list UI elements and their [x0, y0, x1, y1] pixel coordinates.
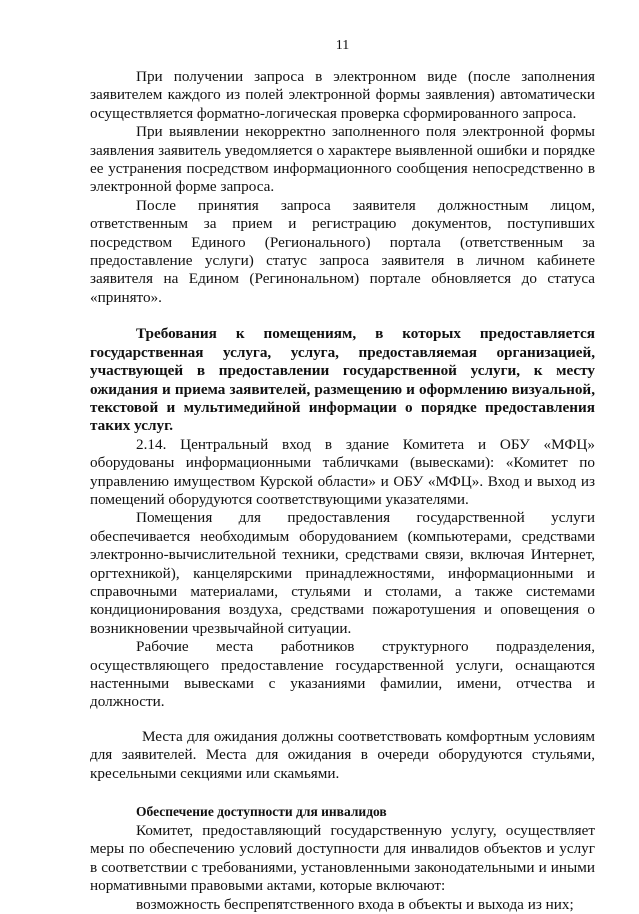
- paragraph-entrance-signs: 2.14. Центральный вход в здание Комитета и ОБУ «МФЦ» оборудованы информационными табличками (вывесками): «Комитет по управлению имуществом Курской области» и ОБУ «МФЦ». Вход и выход из помещений оборудуются соответствующими указателями.: [90, 435, 595, 508]
- paragraph-request-accepted: После принятия запроса заявителя должностным лицом, ответственным за прием и регистрацию документов, поступивших посредством Единого (Регионального) портала (ответственным за предоставление услуги) статус запроса заявителя в личном кабинете заявителя на Едином (Регинональном) портале обновляется до статуса «принято».: [90, 196, 595, 306]
- paragraph-waiting-places: Места для ожидания должны соответствовать комфортным условиям для заявителей. Места для ожидания в очереди оборудуются стульями, кресельными секциями или скамьями.: [90, 727, 595, 782]
- section-heading-premises: Требования к помещениям, в которых предоставляется государственная услуга, услуга, предоставляемая организацией, участвующей в предоставлении государственной услуги, к месту ожидания и приема заявителей, размещению и оформлению визуальной, текстовой и мультимедийной информации о порядке предоставления таких услуг.: [90, 325, 595, 435]
- paragraph-committee-measures: Комитет, предоставляющий государственную услугу, осуществляет меры по обеспечению условий доступности для инвалидов объектов и услуг в соответствии с требованиями, установленными законодательными и иными нормативными правовыми актами, которые включают:: [90, 822, 595, 895]
- paragraph-electronic-request: При получении запроса в электронном виде (после заполнения заявителем каждого из полей электронной формы заявления) автоматически осуществляется форматно-логическая проверка сформированного запроса.: [90, 68, 595, 122]
- paragraph-workplaces: Рабочие места работников структурного подразделения, осуществляющего предоставление государственной услуги, оснащаются настенными вывесками с указаниями фамилии, имени, отчества и должности.: [90, 638, 595, 711]
- paragraph-incorrect-field: При выявлении некорректно заполненного поля электронной формы заявления заявитель уведомляется о характере выявленной ошибки и порядке ее устранения посредством информационного сообщения непосредственно в электронной форме запроса.: [90, 123, 595, 196]
- paragraph-free-entrance: возможность беспрепятственного входа в объекты и выхода из них;: [136, 895, 574, 913]
- section-heading-accessibility: Обеспечение доступности для инвалидов: [136, 804, 387, 820]
- page-number: 11: [335, 38, 350, 53]
- paragraph-premises-equipment: Помещения для предоставления государственной услуги обеспечивается необходимым оборудованием (компьютерами, средствами электронно-вычислительной техники, средствами связи, включая Интернет, оргтехникой), канцелярскими принадлежностями, информационными и справочными материалами, стульями и столами, а также системами кондиционирования воздуха, средствами пожаротушения и оповещения о возникновении чрезвычайной ситуации.: [90, 509, 595, 637]
